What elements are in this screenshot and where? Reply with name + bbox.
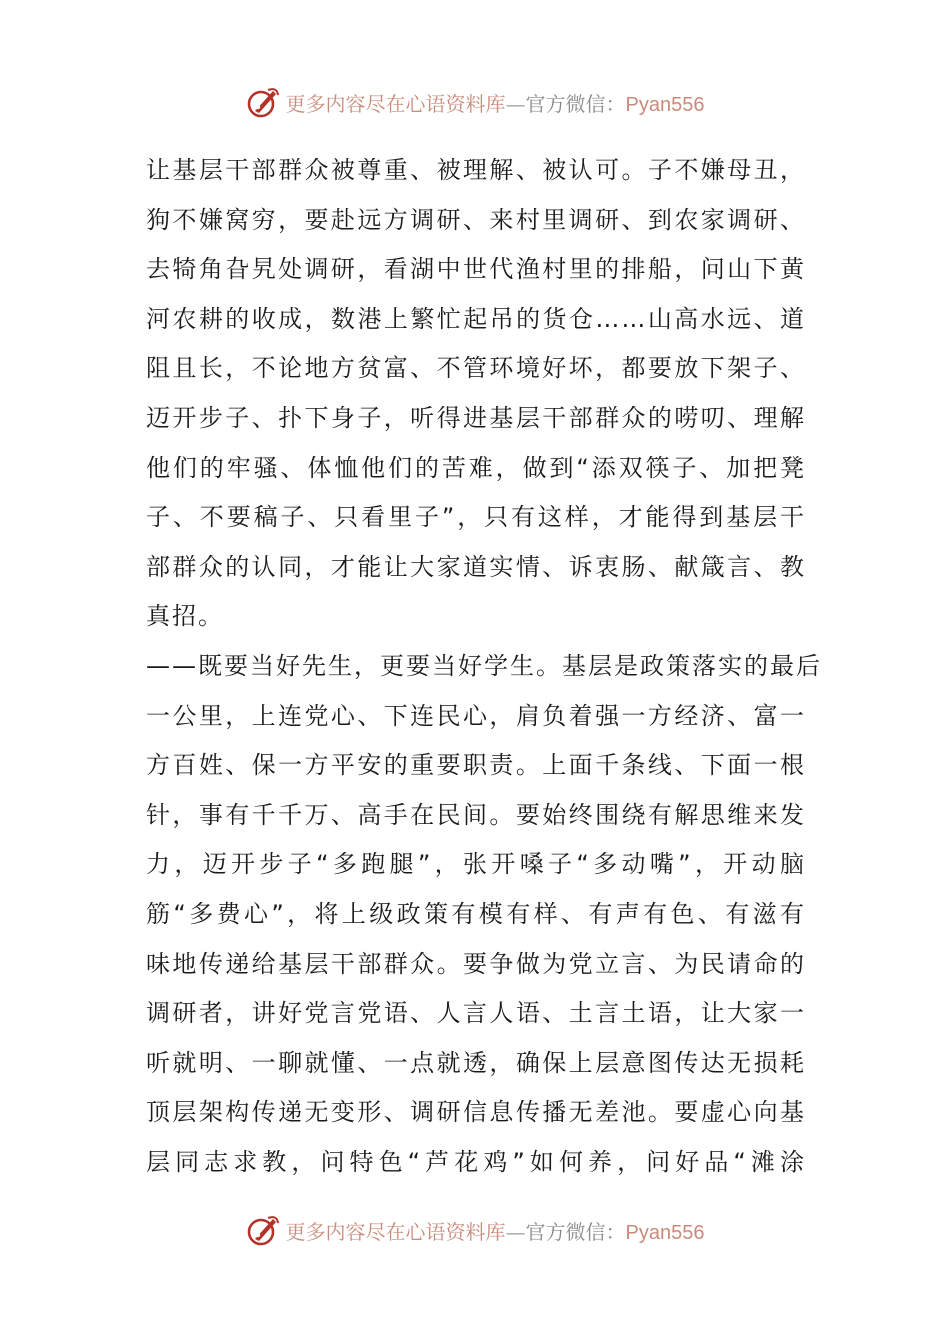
document-body bbox=[146, 146, 822, 1187]
text-line: 一公里，上连党心、下连民心，肩负着强一方经济、富一 bbox=[146, 701, 806, 730]
text-line: 子、不要稿子、只看里子”，只有这样，才能得到基层干 bbox=[146, 503, 806, 532]
quill-logo-icon bbox=[246, 1213, 280, 1247]
text-line: 顶层架构传递无变形、调研信息传播无差池。要虚心向基 bbox=[146, 1098, 806, 1127]
wechat-label: 官方微信： bbox=[525, 91, 626, 116]
footer-banner bbox=[0, 1210, 950, 1250]
text-line: 迈开步子、扑下身子，听得进基层干部群众的唠叨、理解 bbox=[146, 403, 806, 432]
text-line: 筋“多费心”，将上级政策有模有样、有声有色、有滋有 bbox=[146, 899, 806, 928]
banner-separator: — bbox=[505, 91, 526, 116]
text-line: 狗不嫌窝穷，要赴远方调研、来村里调研、到农家调研、 bbox=[146, 205, 806, 234]
text-line: 部群众的认同，才能让大家道实情、诉衷肠、献箴言、教 bbox=[146, 552, 806, 581]
text-line: 味地传递给基层干部群众。要争做为党立言、为民请命的 bbox=[146, 949, 806, 978]
text-line: 河农耕的收成，数港上繁忙起吊的货仓……山高水远、道 bbox=[146, 304, 806, 333]
text-line: 他们的牢骚、体恤他们的苦难，做到“添双筷子、加把凳 bbox=[146, 453, 806, 482]
banner-text: 更多内容尽在心语资料库—官方微信：Pyan556 bbox=[285, 91, 705, 116]
text-line: 针，事有千千万、高手在民间。要始终围绕有解思维来发 bbox=[146, 800, 806, 829]
text-line: 让基层干部群众被尊重、被理解、被认可。子不嫌母丑， bbox=[146, 156, 806, 184]
text-line: 力，迈开步子“多跑腿”，张开嗓子“多动嘴”，开动脑 bbox=[146, 850, 806, 879]
text-line: 阻且长，不论地方贫富、不管环境好坏，都要放下架子、 bbox=[146, 354, 806, 383]
text-line: 调研者，讲好党言党语、人言人语、土言土语，让大家一 bbox=[146, 999, 806, 1028]
banner-separator: — bbox=[505, 1219, 526, 1244]
text-line: 层同志求教，问特色“芦花鸡”如何养，问好品“滩涂 bbox=[146, 1147, 806, 1176]
wechat-id: Pyan556 bbox=[625, 1221, 705, 1244]
text-line: 真招。 bbox=[146, 602, 224, 631]
header-banner bbox=[0, 82, 950, 122]
wechat-id: Pyan556 bbox=[625, 93, 705, 116]
wechat-label: 官方微信： bbox=[525, 1219, 626, 1244]
text-line: 去犄角旮旯处调研，看湖中世代渔村里的排船，问山下黄 bbox=[146, 255, 806, 284]
text-line: ——既要当好先生，更要当好学生。基层是政策落实的最后 bbox=[146, 651, 822, 680]
text-line: 听就明、一聊就懂、一点就透，确保上层意图传达无损耗 bbox=[146, 1048, 806, 1077]
quill-logo-icon bbox=[246, 85, 280, 119]
text-line: 方百姓、保一方平安的重要职责。上面千条线、下面一根 bbox=[146, 751, 806, 780]
banner-text: 更多内容尽在心语资料库—官方微信：Pyan556 bbox=[285, 1219, 705, 1244]
